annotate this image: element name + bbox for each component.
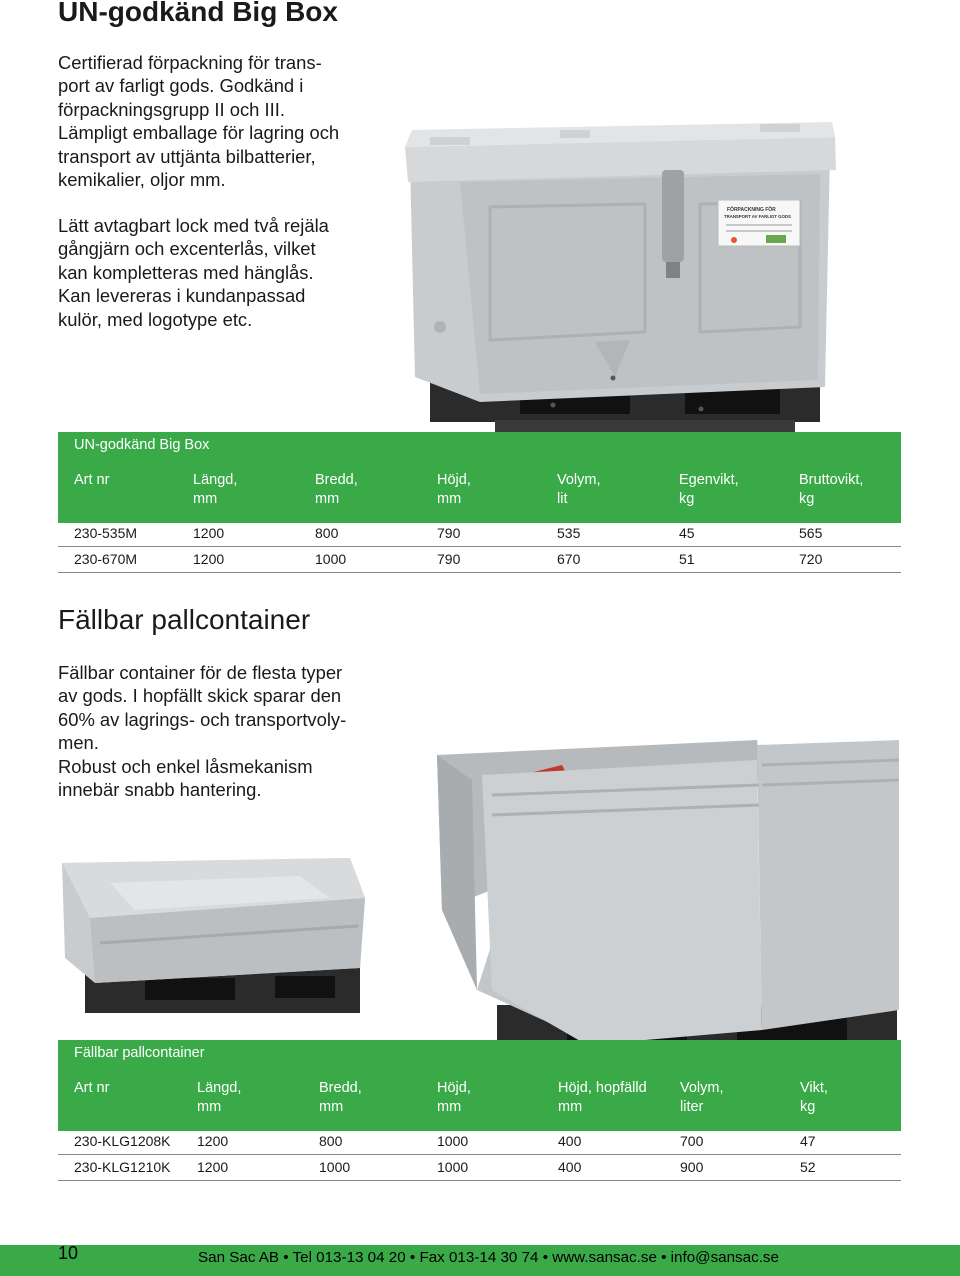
text-line: Lätt avtagbart lock med två rejäla <box>58 215 329 236</box>
table-divider <box>58 1180 901 1181</box>
table2-row2-weight: 52 <box>800 1159 816 1175</box>
table1-col-length: Längd, mm <box>193 472 238 507</box>
lid-handle <box>430 137 470 145</box>
text-line: kulör, med logotype etc. <box>58 308 253 330</box>
table1-row2-volume: 670 <box>557 551 581 567</box>
table1-col-gross: Bruttovikt, kg <box>799 472 864 507</box>
table1-row2-width: 1000 <box>315 551 347 567</box>
text-line: 60% av lagrings- och transportvoly- <box>58 708 347 730</box>
table2-col-folded-height: Höjd, hopfälld mm <box>558 1080 647 1115</box>
footer-contact: San Sac AB • Tel 013-13 04 20 • Fax 013-14 30 74 • www.sansac.se • info@sansac.se <box>198 1249 779 1266</box>
table2-row1-length: 1200 <box>197 1133 229 1149</box>
fork-opening <box>145 978 235 1000</box>
table1-row2-art: 230-670M <box>74 551 138 567</box>
table2-row2-height: 1000 <box>437 1159 469 1175</box>
label-subtitle: TRANSPORT AV FARLIGT GODS <box>724 214 791 219</box>
big-box-photo <box>400 122 840 444</box>
table1-row1-width: 800 <box>315 525 339 541</box>
text-line: port av farligt gods. Godkänd i <box>58 75 304 97</box>
table2-col-height: Höjd, mm <box>437 1080 471 1115</box>
table2-col-weight: Vikt, kg <box>800 1080 828 1115</box>
table1-row2-gross: 720 <box>799 551 823 567</box>
lid-handle <box>560 130 590 138</box>
table2-row2-folded-height: 400 <box>558 1159 582 1175</box>
table2-row1-volume: 700 <box>680 1133 704 1149</box>
table1-col-width: Bredd, mm <box>315 472 358 507</box>
drain-plug-icon <box>434 321 446 333</box>
table1-row2-height: 790 <box>437 551 461 567</box>
text-line: kan kompletteras med hänglås. <box>58 261 314 283</box>
table2-row1-art: 230-KLG1208K <box>74 1133 171 1149</box>
text-line: Kan levereras i kundanpassad <box>58 285 306 307</box>
foldable-paragraph <box>58 661 388 801</box>
table2-row1-weight: 47 <box>800 1133 816 1149</box>
table2-row2-volume: 900 <box>680 1159 704 1175</box>
container-front <box>482 760 762 1045</box>
bolt-icon <box>551 403 556 408</box>
fork-opening <box>275 976 335 998</box>
table1-row1-height: 790 <box>437 525 461 541</box>
text-line: Fällbar container för de flesta typer <box>58 662 343 683</box>
text-line: transport av uttjänta bilbatterier, <box>58 145 316 167</box>
table1-row1-length: 1200 <box>193 525 225 541</box>
table2-row1-width: 800 <box>319 1133 343 1149</box>
text-line: Certifierad förpackning för trans- <box>58 52 322 73</box>
latch-hook <box>666 262 680 278</box>
table2-row2-width: 1000 <box>319 1159 351 1175</box>
table2-row2-length: 1200 <box>197 1159 229 1175</box>
table2-col-volume: Volym, liter <box>680 1080 724 1115</box>
table2-col-length: Längd, mm <box>197 1080 242 1115</box>
text-line: förpackningsgrupp II och III. <box>58 98 285 120</box>
table1-col-volume: Volym, lit <box>557 472 601 507</box>
text-line: innebär snabb hantering. <box>58 779 262 801</box>
text-line: kemikalier, oljor mm. <box>58 169 226 191</box>
table2-row1-folded-height: 400 <box>558 1133 582 1149</box>
table2-row2-art: 230-KLG1210K <box>74 1159 171 1175</box>
bolt-icon <box>611 376 616 381</box>
container-side <box>437 755 477 990</box>
table1-col-tare: Egenvikt, kg <box>679 472 739 507</box>
bolt-icon <box>699 407 704 412</box>
table-divider <box>58 546 901 547</box>
table1-row2-tare: 51 <box>679 551 695 567</box>
text-line: gångjärn och excenterlås, vilket <box>58 238 316 260</box>
folded-container-photo <box>60 858 365 1020</box>
lid-paragraph <box>58 214 378 331</box>
table1-row1-volume: 535 <box>557 525 581 541</box>
label-title: FÖRPACKNING FÖR <box>727 207 776 213</box>
table-divider <box>58 572 901 573</box>
table1-row1-gross: 565 <box>799 525 823 541</box>
table1-row2-length: 1200 <box>193 551 225 567</box>
lid-handle <box>760 124 800 132</box>
table1-col-height: Höjd, mm <box>437 472 471 507</box>
page-number: 10 <box>58 1243 79 1263</box>
text-line: Lämpligt emballage för lagring och <box>58 122 340 144</box>
section-title: Fällbar pallcontainer <box>58 604 311 635</box>
label-dot-icon <box>731 237 737 243</box>
intro-paragraph <box>58 51 378 191</box>
table2-col-width: Bredd, mm <box>319 1080 362 1115</box>
collapsible-container-photo <box>437 740 903 1060</box>
page-title: UN-godkänd Big Box <box>58 0 338 27</box>
text-line: Robust och enkel låsmekanism <box>58 755 313 777</box>
table1-col-art: Art nr <box>74 472 110 488</box>
table-divider <box>58 1154 901 1155</box>
table1-row1-tare: 45 <box>679 525 695 541</box>
table1-caption: UN-godkänd Big Box <box>74 437 210 453</box>
table2-caption: Fällbar pallcontainer <box>74 1045 205 1061</box>
table2-col-art: Art nr <box>74 1080 110 1096</box>
text-line: av gods. I hopfällt skick sparar den <box>58 685 342 707</box>
text-line: men. <box>58 732 99 754</box>
label-mark-icon <box>766 235 786 243</box>
table1-row1-art: 230-535M <box>74 525 138 541</box>
latch-icon <box>662 170 684 262</box>
table2-row1-height: 1000 <box>437 1133 469 1149</box>
